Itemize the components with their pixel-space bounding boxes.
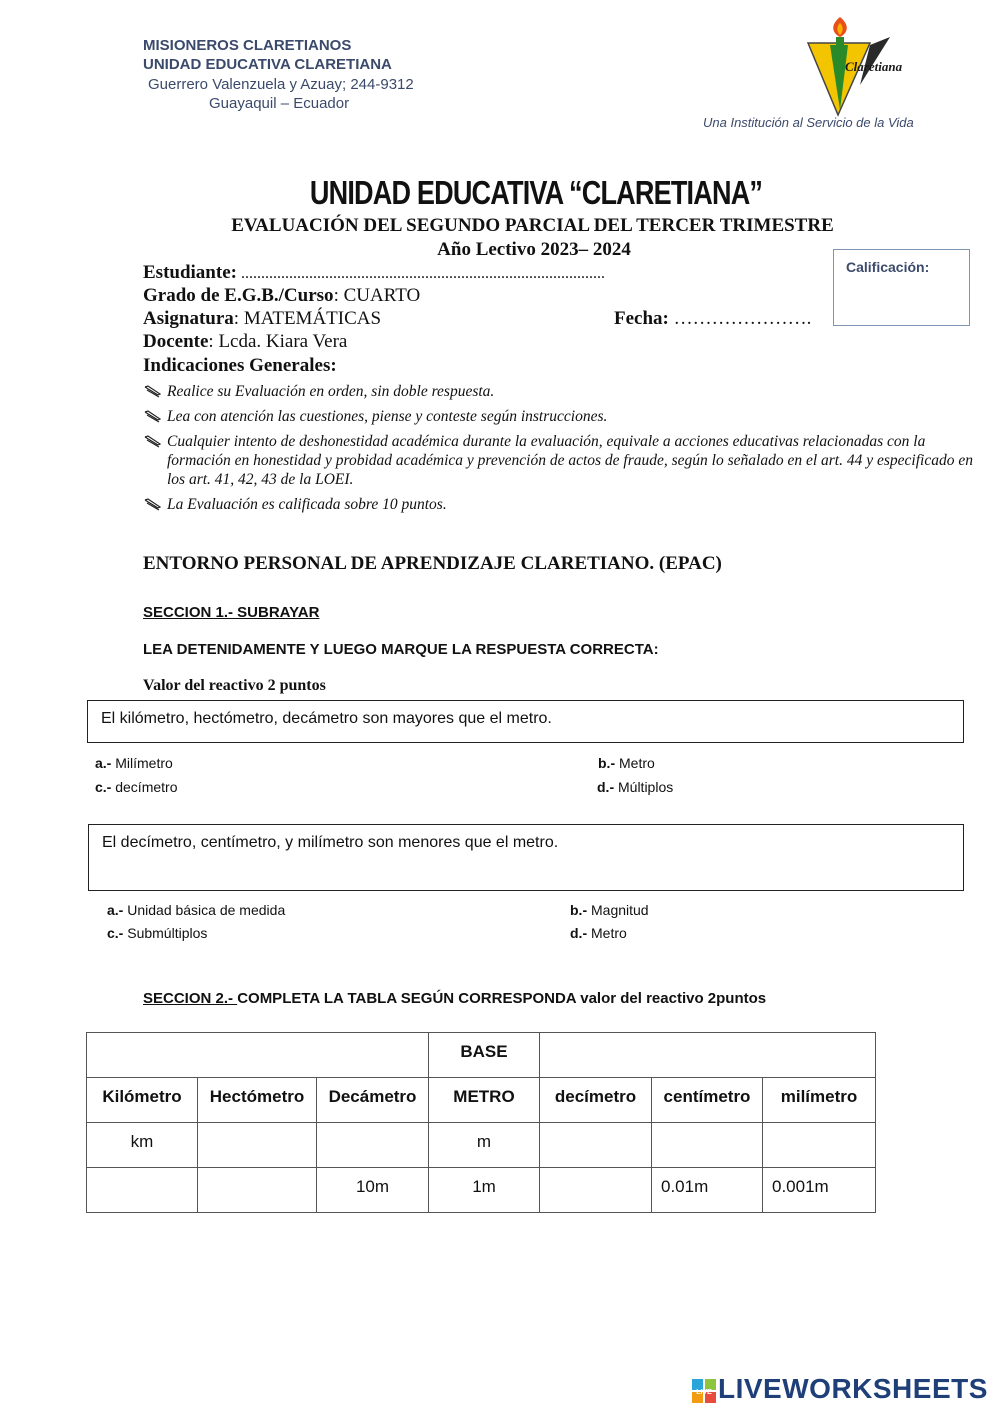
option-c[interactable] bbox=[107, 925, 207, 941]
question-box bbox=[88, 824, 964, 891]
student-value[interactable]: ........................................................................................... bbox=[236, 265, 605, 282]
option-a[interactable] bbox=[107, 902, 285, 918]
base-label-cell: BASE bbox=[429, 1033, 540, 1078]
org-address: Guerrero Valenzuela y Azuay; 244-9312 bbox=[148, 76, 414, 93]
exam-subtitle: EVALUACIÓN DEL SEGUNDO PARCIAL DEL TERCER TRIMESTRE bbox=[231, 215, 834, 236]
date-value[interactable]: …………………. bbox=[668, 308, 812, 329]
table-cell: 0.01m bbox=[652, 1168, 763, 1213]
instructions-label: Indicaciones Generales: bbox=[143, 355, 337, 376]
units-table bbox=[86, 1032, 876, 1213]
option-text: decímetro bbox=[111, 779, 178, 795]
header-cell: Kilómetro bbox=[87, 1078, 198, 1123]
table-cell: km bbox=[87, 1123, 198, 1168]
teacher-field bbox=[143, 331, 347, 353]
answer-cell[interactable] bbox=[540, 1123, 652, 1168]
tagline: Una Institución al Servicio de la Vida bbox=[703, 115, 914, 130]
grade-value: : CUARTO bbox=[333, 285, 421, 306]
page-title: UNIDAD EDUCATIVA “CLARETIANA” bbox=[309, 174, 763, 211]
answer-cell[interactable] bbox=[198, 1168, 317, 1213]
pencil-icon bbox=[143, 434, 163, 448]
instruction-text: Realice su Evaluación en orden, sin doble respuesta. bbox=[167, 383, 495, 400]
option-letter: c.- bbox=[107, 925, 124, 941]
org-city: Guayaquil – Ecuador bbox=[209, 95, 350, 112]
section-2-title-number: SECCION 2.- bbox=[143, 990, 238, 1007]
subject-value: : MATEMÁTICAS bbox=[233, 308, 382, 329]
date-field bbox=[614, 308, 811, 330]
table-cell: 10m bbox=[317, 1168, 429, 1213]
option-letter: b.- bbox=[570, 902, 588, 918]
teacher-value: : Lcda. Kiara Vera bbox=[208, 331, 348, 352]
answer-cell[interactable] bbox=[652, 1123, 763, 1168]
org-line-1: MISIONEROS CLARETIANOS bbox=[143, 37, 352, 54]
section-1-title: SECCION 1.- SUBRAYAR bbox=[143, 604, 320, 621]
option-letter: c.- bbox=[95, 779, 112, 795]
instructions-heading bbox=[143, 355, 337, 377]
instruction-item bbox=[143, 407, 978, 426]
option-text: Múltiplos bbox=[614, 779, 674, 795]
table-cell: m bbox=[429, 1123, 540, 1168]
table-cell bbox=[87, 1033, 429, 1078]
section-1-instruction: LEA DETENIDAMENTE Y LUEGO MARQUE LA RESPUESTA CORRECTA: bbox=[143, 641, 659, 658]
option-d[interactable] bbox=[597, 779, 673, 795]
table-row bbox=[87, 1123, 876, 1168]
subject-field bbox=[143, 308, 381, 330]
table-cell: 1m bbox=[429, 1168, 540, 1213]
instruction-item bbox=[143, 382, 978, 401]
answer-cell[interactable] bbox=[198, 1123, 317, 1168]
answer-cell[interactable] bbox=[540, 1168, 652, 1213]
option-d[interactable] bbox=[570, 925, 627, 941]
brand-name: LIVEWORKSHEETS bbox=[718, 1373, 988, 1404]
pencil-icon bbox=[143, 409, 163, 423]
table-cell: 0.001m bbox=[763, 1168, 876, 1213]
option-letter: a.- bbox=[107, 902, 124, 918]
header-cell: Hectómetro bbox=[198, 1078, 317, 1123]
option-c[interactable] bbox=[95, 779, 177, 795]
student-field bbox=[143, 262, 605, 284]
instruction-item bbox=[143, 432, 978, 489]
table-row bbox=[87, 1033, 876, 1078]
table-header-row bbox=[87, 1078, 876, 1123]
answer-cell[interactable] bbox=[763, 1123, 876, 1168]
section-1-value: Valor del reactivo 2 puntos bbox=[143, 677, 326, 694]
option-b[interactable] bbox=[598, 755, 655, 771]
instruction-text: Lea con atención las cuestiones, piense y conteste según instrucciones. bbox=[167, 408, 608, 425]
option-letter: b.- bbox=[598, 755, 616, 771]
option-letter: a.- bbox=[95, 755, 112, 771]
table-row bbox=[87, 1168, 876, 1213]
option-letter: d.- bbox=[570, 925, 588, 941]
question-box bbox=[87, 700, 964, 743]
header-cell: Decámetro bbox=[317, 1078, 429, 1123]
grade-box-label: Calificación: bbox=[846, 259, 930, 275]
table-cell bbox=[540, 1033, 876, 1078]
section-2-title-text: COMPLETA LA TABLA SEGÚN CORRESPONDA valor del reactivo 2puntos bbox=[237, 990, 767, 1007]
option-b[interactable] bbox=[570, 902, 649, 918]
epac-heading: ENTORNO PERSONAL DE APRENDIZAJE CLARETIANO. (EPAC) bbox=[143, 553, 722, 574]
pencil-icon bbox=[143, 384, 163, 398]
option-text: Submúltiplos bbox=[123, 925, 208, 941]
logo-wordmark: Claretiana bbox=[845, 59, 903, 74]
question-text: El kilómetro, hectómetro, decámetro son mayores que el metro. bbox=[101, 710, 552, 727]
header-cell: centímetro bbox=[652, 1078, 763, 1123]
header-cell: METRO bbox=[429, 1078, 540, 1123]
option-text: Milímetro bbox=[111, 755, 173, 771]
school-year: Año Lectivo 2023– 2024 bbox=[437, 239, 631, 260]
liveworksheets-logo-icon bbox=[692, 1379, 716, 1403]
option-text: Unidad básica de medida bbox=[123, 902, 286, 918]
grade-box bbox=[833, 249, 970, 326]
teacher-label: Docente bbox=[143, 331, 209, 352]
answer-cell[interactable] bbox=[317, 1123, 429, 1168]
subject-label: Asignatura bbox=[143, 308, 234, 329]
instruction-text: Cualquier intento de deshonestidad académica durante la evaluación, equivale a acciones educativas relacionadas con la formación en honestidad y probidad académica y prevención de actos de fraude, según lo señalado en el art. 44 y especificado en los art. 41, 42, 43 de la LOEI. bbox=[167, 433, 973, 488]
option-text: Metro bbox=[615, 755, 655, 771]
grade-label: Grado de E.G.B./Curso bbox=[143, 285, 334, 306]
pencil-icon bbox=[143, 497, 163, 511]
header-cell: milímetro bbox=[763, 1078, 876, 1123]
grade-field bbox=[143, 285, 420, 307]
option-letter: d.- bbox=[597, 779, 615, 795]
option-text: Magnitud bbox=[587, 902, 649, 918]
answer-cell[interactable] bbox=[87, 1168, 198, 1213]
org-line-2: UNIDAD EDUCATIVA CLARETIANA bbox=[143, 56, 392, 73]
header-cell: decímetro bbox=[540, 1078, 652, 1123]
instruction-text: La Evaluación es calificada sobre 10 puntos. bbox=[167, 496, 447, 513]
section-2-title bbox=[143, 990, 766, 1007]
date-label: Fecha: bbox=[614, 308, 669, 329]
school-logo bbox=[800, 15, 920, 120]
option-a[interactable] bbox=[95, 755, 173, 771]
logo-badge-text: LIVE bbox=[696, 1389, 712, 1396]
instruction-item bbox=[143, 495, 978, 514]
student-label: Estudiante: bbox=[143, 262, 237, 283]
option-text: Metro bbox=[587, 925, 627, 941]
question-text: El decímetro, centímetro, y milímetro son menores que el metro. bbox=[102, 834, 559, 851]
torch-logo-icon bbox=[800, 15, 920, 120]
liveworksheets-brand bbox=[692, 1373, 992, 1406]
